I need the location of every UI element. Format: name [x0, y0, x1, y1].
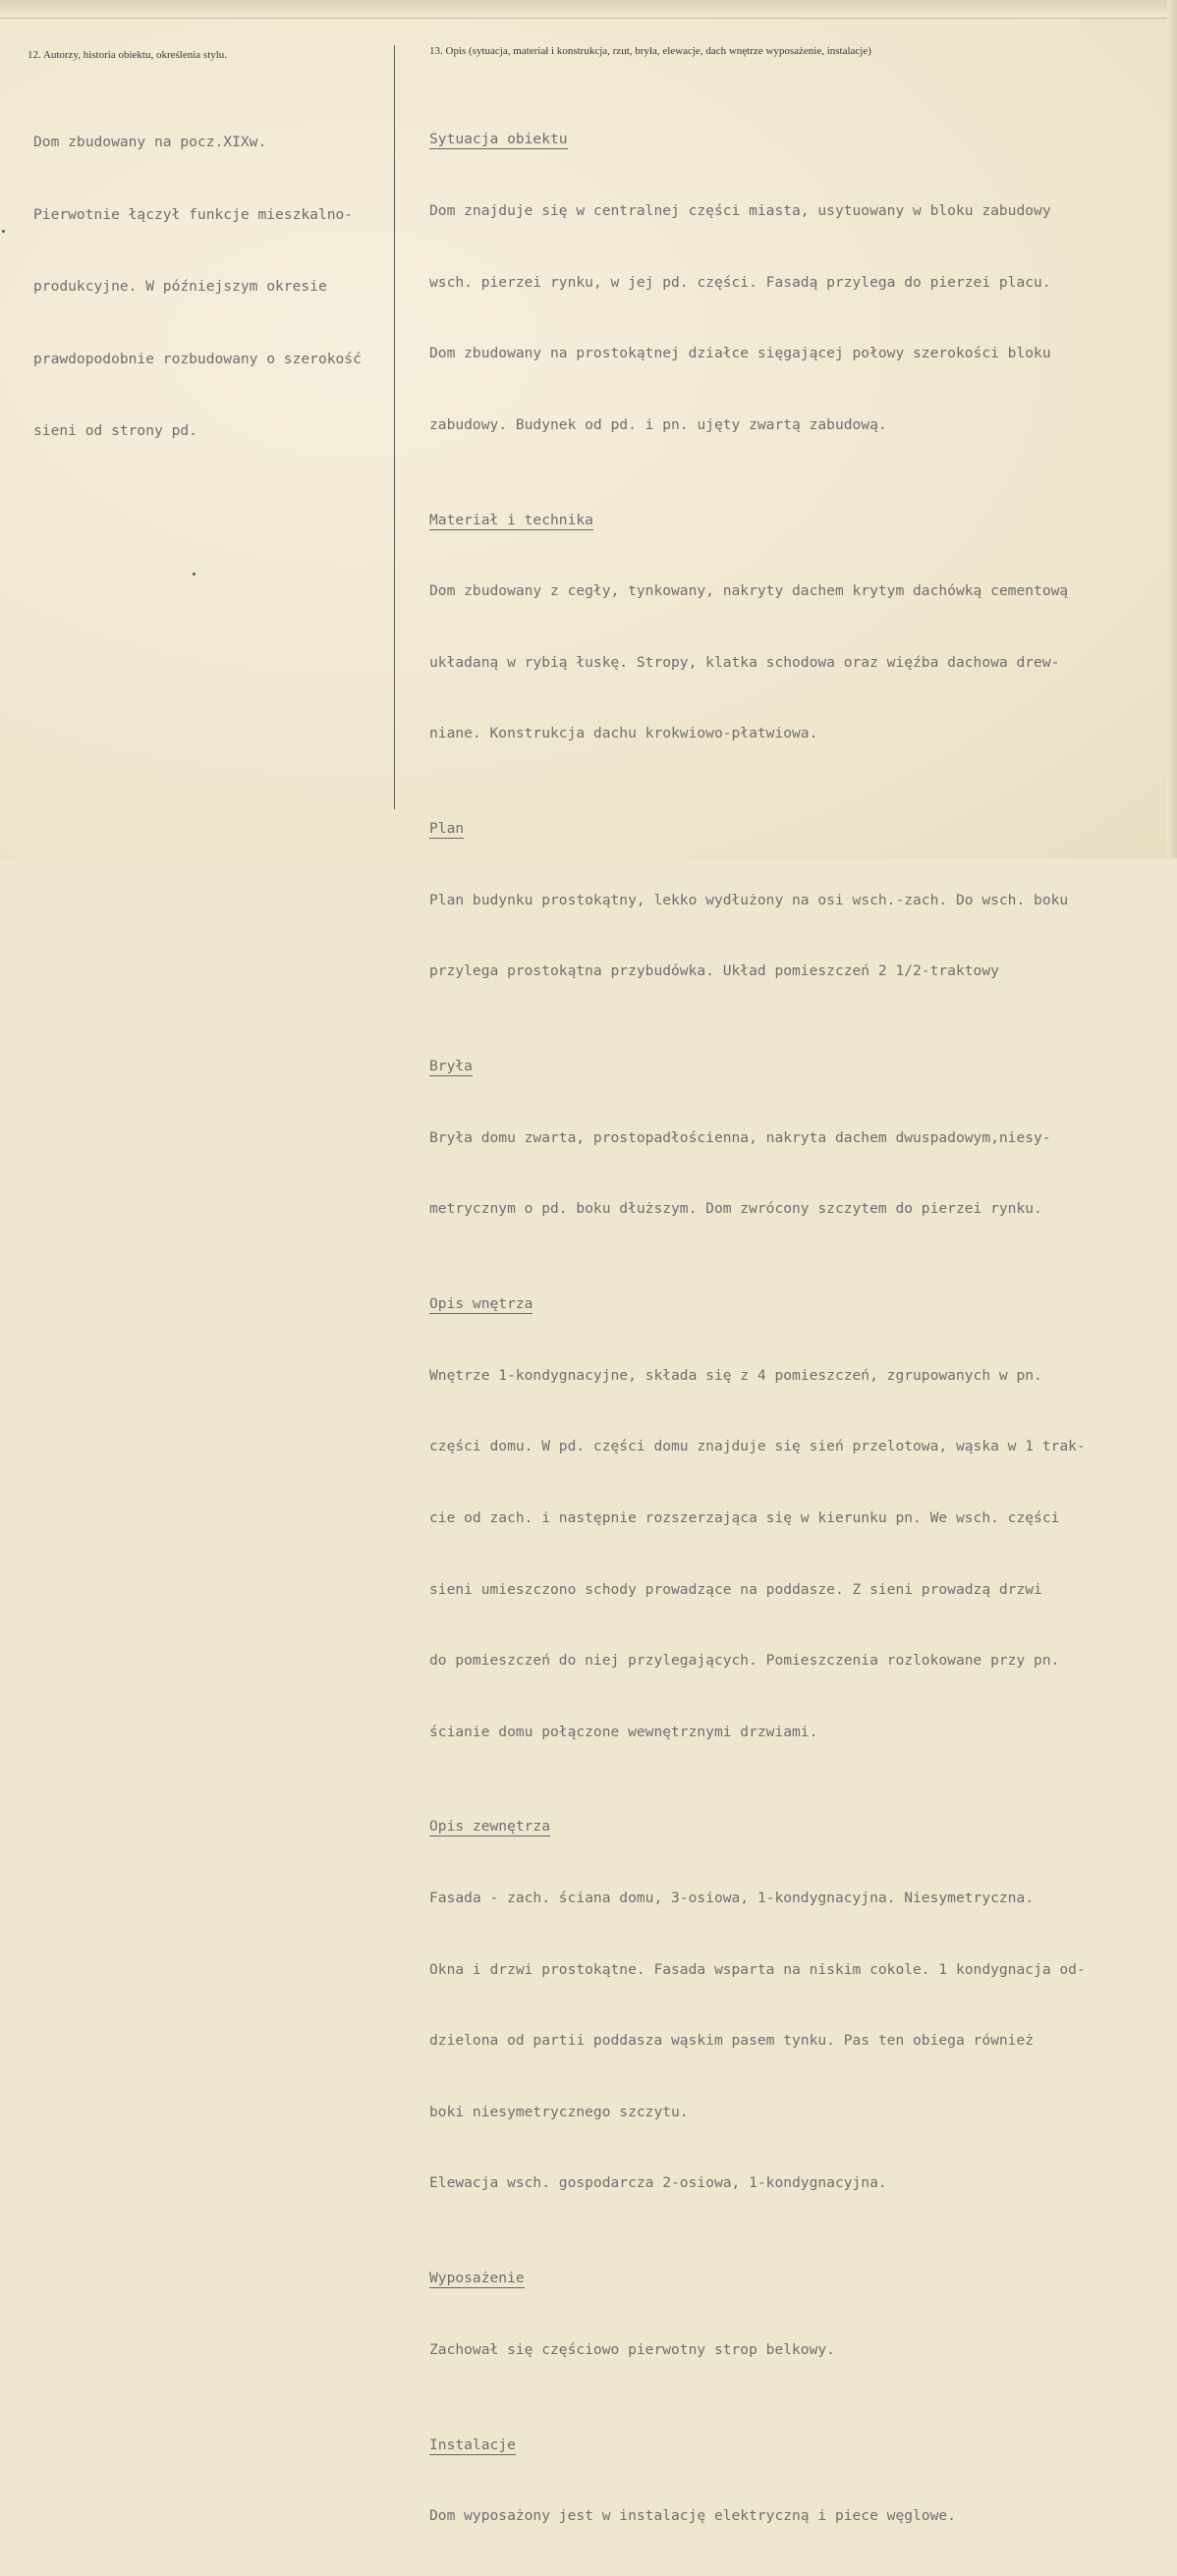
text-line: Dom znajduje się w centralnej części miasta, usytuowany w bloku zabudowy	[429, 202, 1051, 219]
text-line: Dom zbudowany na pocz.XIXw.	[33, 134, 267, 150]
right-column-header: 13. Opis (sytuacja, materiał i konstrukcja, rzut, bryła, elewacje, dach wnętrze wyposażenie, instalacje)	[429, 45, 871, 57]
text-line: sieni umieszczono schody prowadzące na poddasze. Z sieni prowadzą drzwi	[429, 1580, 1042, 1598]
text-line: Pierwotnie łączył funkcje mieszkalno-	[33, 205, 354, 223]
text-line: Dom wyposażony jest w instalację elektryczną i piece węglowe.	[429, 2507, 956, 2525]
left-column-text	[33, 82, 362, 492]
text-line: metrycznym o pd. boku dłuższym. Dom zwrócony szczytem do pierzei rynku.	[429, 1200, 1042, 1218]
page-top-edge	[0, 0, 1177, 19]
text-line: boki niesymetrycznego szczytu.	[429, 2103, 689, 2120]
section-heading-wnetrze: Opis wnętrza	[429, 1295, 533, 1313]
section-heading-zewnetrze: Opis zewnętrza	[429, 1818, 551, 1836]
text-line: cie od zach. i następnie rozszerzająca się w kierunku pn. We wsch. części	[429, 1508, 1060, 1526]
paper-speck	[193, 573, 196, 575]
left-column-header: 12. Autorzy, historia obiektu, określenia stylu.	[28, 49, 228, 61]
section-heading-plan: Plan	[429, 820, 465, 838]
section-heading-wyposazenie: Wyposażenie	[429, 2270, 525, 2287]
section-heading-sytuacja: Sytuacja obiektu	[429, 131, 568, 148]
text-line: Okna i drzwi prostokątne. Fasada wsparta na niskim cokole. 1 kondygnacja od-	[429, 1960, 1086, 1978]
text-line: Plan budynku prostokątny, lekko wydłużony na osi wsch.-zach. Do wsch. boku	[429, 891, 1069, 908]
text-line: wsch. pierzei rynku, w jej pd. części. Fasadą przylega do pierzei placu.	[429, 273, 1051, 291]
section-heading-material: Materiał i technika	[429, 511, 593, 528]
paper-speck	[2, 230, 5, 233]
text-line: Dom zbudowany na prostokątnej działce sięgającej połowy szerokości bloku	[429, 345, 1051, 362]
text-line: Elewacja wsch. gospodarcza 2-osiowa, 1-kondygnacyjna.	[429, 2174, 887, 2192]
section-heading-bryla: Bryła	[429, 1058, 473, 1075]
text-line: Zachował się częściowo pierwotny strop belkowy.	[429, 2340, 835, 2358]
page-right-edge	[1167, 0, 1177, 858]
text-line: Dom zbudowany z cegły, tynkowany, nakryty dachem krytym dachówką cementową	[429, 582, 1069, 600]
text-line: przylega prostokątna przybudówka. Układ pomieszczeń 2 1/2-traktowy	[429, 962, 999, 980]
right-column-text	[429, 81, 1086, 2576]
text-line: dzielona od partii poddasza wąskim pasem tynku. Pas ten obiega również	[429, 2032, 1035, 2050]
text-line: prawdopodobnie rozbudowany o szerokość	[33, 350, 362, 367]
column-divider	[394, 45, 395, 809]
section-heading-instalacje: Instalacje	[429, 2436, 516, 2453]
text-line: sieni od strony pd.	[33, 422, 197, 439]
text-line: części domu. W pd. części domu znajduje się sień przelotowa, wąska w 1 trak-	[429, 1438, 1086, 1455]
text-line: do pomieszczeń do niej przylegających. Pomieszczenia rozlokowane przy pn.	[429, 1652, 1060, 1670]
text-line: Fasada - zach. ściana domu, 3-osiowa, 1-kondygnacyjna. Niesymetryczna.	[429, 1890, 1035, 1907]
text-line: produkcyjne. W późniejszym okresie	[33, 278, 327, 295]
text-line: ścianie domu połączone wewnętrznymi drzwiami.	[429, 1723, 818, 1740]
text-line: Bryła domu zwarta, prostopadłościenna, nakryta dachem dwuspadowym,niesy-	[429, 1128, 1051, 1146]
text-line: Wnętrze 1-kondygnacyjne, składa się z 4 pomieszczeń, zgrupowanych w pn.	[429, 1366, 1042, 1384]
text-line: układaną w rybią łuskę. Stropy, klatka schodowa oraz więźba dachowa drew-	[429, 653, 1060, 671]
text-line: niane. Konstrukcja dachu krokwiowo-płatwiowa.	[429, 725, 818, 742]
text-line: zabudowy. Budynek od pd. i pn. ujęty zwartą zabudową.	[429, 415, 887, 433]
